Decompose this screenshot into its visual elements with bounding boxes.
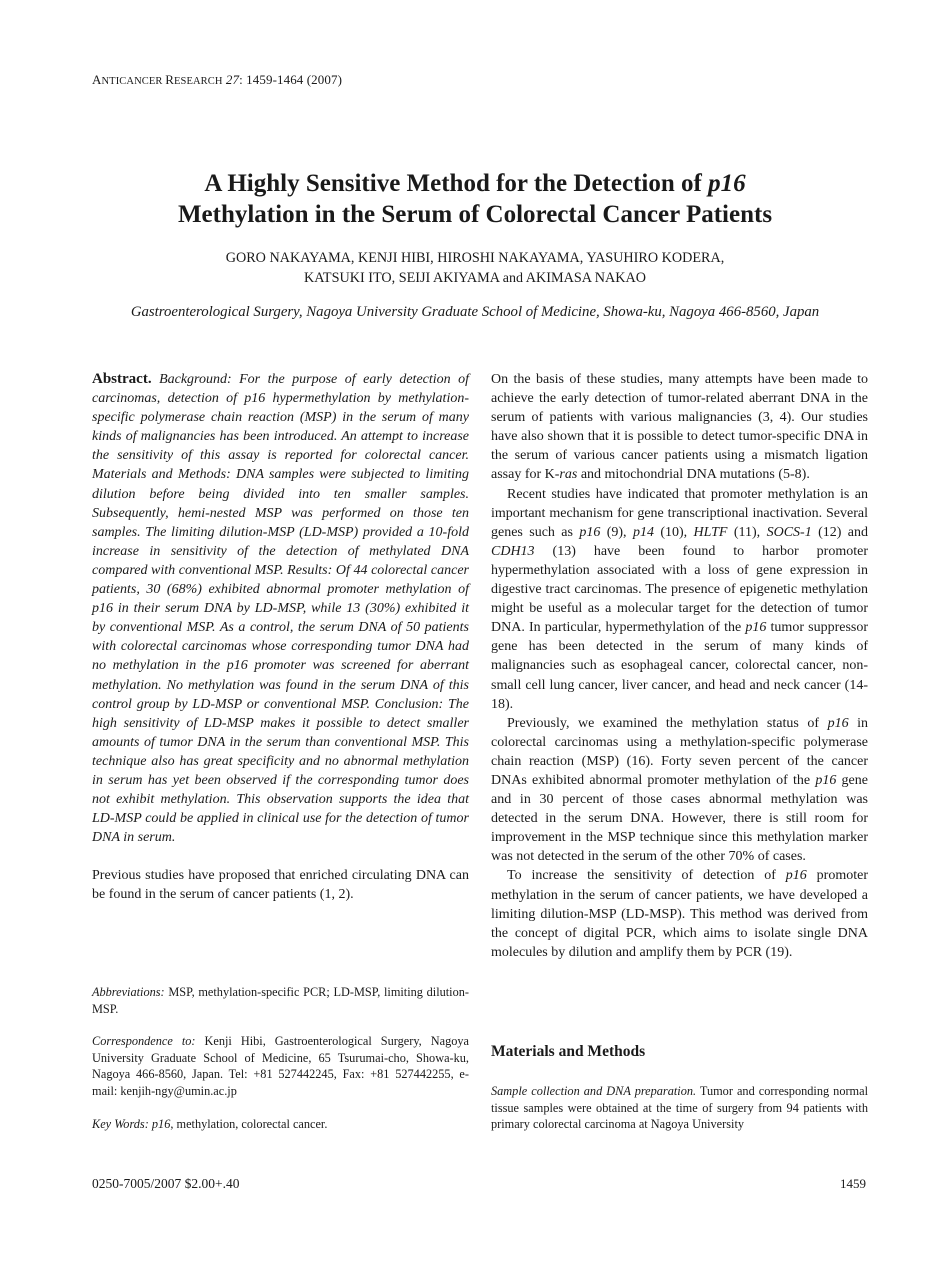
footer-code: 0250-7005/2007 $2.00+.40 <box>92 1176 240 1191</box>
p3-text-c: gene and in 30 percent of those cases abnormal methylation was detected in the serum DNA. However, there is still room for improvement in the MSP technique since this methylation marker was not detected in the serum of the other 70% of cases. <box>491 772 868 865</box>
p2-text-e: (12) and <box>811 524 869 540</box>
p2-text-f: (13) have been found to harbor promoter hypermethylation associated with a loss of gene expression in digestive tract carcinomas. The presence of epigenetic methylation might be useful as a molecular target for the detection of tumor DNA. In particular, hypermethylation of the <box>491 543 868 636</box>
p1-ras: ras <box>559 467 578 483</box>
keywords-gene: p16 <box>151 1117 171 1131</box>
journal-volume: 27 <box>225 72 240 87</box>
journal-name-4: ESEARCH <box>174 76 223 87</box>
p2-gene-4: SOCS-1 <box>766 524 812 540</box>
p2-text-a: Recent studies have indicated that promoter methylation is an important mechanism for gene transcriptional inactivation. Several genes such as <box>491 486 868 540</box>
paragraph-2 <box>491 485 868 714</box>
abstract <box>92 370 469 847</box>
p2-text-c: (10), <box>653 524 694 540</box>
authors-line2b: AKIMASA NAKAO <box>525 270 646 286</box>
author-list <box>60 248 890 289</box>
keywords-footnote <box>92 1116 469 1133</box>
p3-text-b: in colorectal carcinomas using a methylation-specific polymerase chain reaction (MSP) (16). Forty seven percent of the cancer DNAs exhibited abnormal promoter methylation of the <box>491 715 868 788</box>
p3-gene-1: p16 <box>827 715 849 731</box>
p2-gene-5: CDH13 <box>491 543 535 559</box>
abstract-text: Background: For the purpose of early detection of carcinomas, detection of p16 hypermethylation by methylation-specific polymerase chain reaction (MSP) in the serum of many kinds of malignancies has been introduced. An attempt to increase the sensitivity of this assay is reported for colorectal cancer. Materials and Methods: DNA samples were subjected to limiting dilution before being divided into ten smaller samples. Subsequently, hemi-nested MSP was performed on those ten samples. The limiting dilution-MSP (LD-MSP) provided a 10-fold increase in sensitivity of the detection of methylated DNA compared with conventional MSP. Results: Of 44 colorectal cancer patients, 30 (68%) exhibited abnormal promoter methylation of p16 in their serum DNA by LD-MSP, while 13 (30%) exhibited it by conventional MSP. As a control, the serum DNA of 50 patients with colorectal carcinomas whose corresponding tumor DNA had no methylation in the p16 promoter was screened for aberrant methylation. No methylation was found in the serum DNA of this control group by LD-MSP or conventional MSP. Conclusion: The high sensitivity of LD-MSP makes it possible to detect smaller amounts of tumor DNA in the serum than conventional MSP. This technique also has great specificity and no abnormal methylation in serum has yet been observed if the corresponding tumor does not exhibit methylation. This observation supports the idea that LD-MSP could be applied in clinical use for the detection of tumor DNA in serum. <box>92 372 470 846</box>
p3-text-a: Previously, we examined the methylation status of <box>507 715 828 731</box>
title-gene: p16 <box>708 170 746 197</box>
p2-gene-6: p16 <box>745 620 767 636</box>
authors-line2a: KATSUKI ITO, SEIJI AKIYAMA <box>304 270 500 286</box>
title-line1: A Highly Sensitive Method for the Detection of <box>204 170 709 197</box>
paragraph-3 <box>491 714 868 867</box>
abstract-label: Abstract. <box>92 371 152 387</box>
journal-name-3: R <box>165 72 174 87</box>
right-column <box>491 370 868 962</box>
journal-name-2: NTICANCER <box>101 76 166 87</box>
p2-text-b: (9), <box>600 524 633 540</box>
authors-line1: GORO NAKAYAMA, KENJI HIBI, HIROSHI NAKAYAMA, YASUHIRO KODERA, <box>225 250 725 266</box>
methods-text: Tumor and corresponding normal tissue samples were obtained at the time of surgery from 94 patients with primary colorectal carcinoma at Nagoya University <box>491 1084 868 1131</box>
abbreviations-label: Abbreviations: <box>92 985 165 999</box>
p4-gene-1: p16 <box>785 868 807 884</box>
paragraph-4 <box>491 866 868 961</box>
journal-header <box>92 72 342 88</box>
affiliation: Gastroenterological Surgery, Nagoya University Graduate School of Medicine, Showa-ku, Nagoya 466-8560, Japan <box>130 304 820 320</box>
paragraph-1 <box>491 370 868 485</box>
p2-gene-2: p14 <box>632 524 654 540</box>
methods-label: Sample collection and DNA preparation. <box>491 1084 697 1098</box>
p2-gene-1: p16 <box>579 524 601 540</box>
abbreviations-text: MSP, methylation-specific PCR; LD-MSP, limiting dilution-MSP. <box>92 985 469 1016</box>
left-column <box>92 370 469 905</box>
journal-name-1: A <box>92 72 102 87</box>
correspondence-label: Correspondence to: <box>92 1034 196 1048</box>
methods-paragraph <box>491 1083 868 1133</box>
keywords-text: , methylation, colorectal cancer. <box>170 1117 328 1131</box>
paper-title <box>60 168 890 230</box>
journal-pages: : 1459-1464 (2007) <box>239 72 343 87</box>
title-line2: Methylation in the Serum of Colorectal Cancer Patients <box>177 201 773 228</box>
section-heading: Materials and Methods <box>491 1043 646 1060</box>
p1-text-b: and mitochondrial DNA mutations (5-8). <box>577 467 810 483</box>
abbreviations-footnote <box>92 984 469 1017</box>
p2-gene-3: HLTF <box>693 524 728 540</box>
p2-text-d: (11), <box>727 524 767 540</box>
p3-gene-2: p16 <box>815 772 837 788</box>
p1-text-a: On the basis of these studies, many attempts have been made to achieve the early detection of tumor-related aberrant DNA in the serum of patients with various malignancies (3, 4). Our studies have also shown that it is possible to detect tumor-specific DNA in the serum of various cancer patients using a mismatch ligation assay for K- <box>491 372 868 483</box>
intro-paragraph: Previous studies have proposed that enriched circulating DNA can be found in the serum of cancer patients (1, 2). <box>92 868 469 903</box>
p2-text-g: tumor suppressor gene has been detected in the serum of many kinds of malignancies such as esophageal cancer, colorectal cancer, non-small cell lung cancer, liver cancer, and head and neck cancer (14-18). <box>491 620 868 712</box>
p4-text-a: To increase the sensitivity of detection of <box>507 868 786 884</box>
correspondence-footnote <box>92 1033 469 1099</box>
authors-and: and <box>502 271 523 286</box>
correspondence-text: Kenji Hibi, Gastroenterological Surgery, Nagoya University Graduate School of Medicine, 65 Tsurumai-cho, Showa-ku, Nagoya 466-8560, Japan. Tel: +81 527442245, Fax: +81 527442255, e-mail: kenjih-ngy@umin.ac.jp <box>92 1034 470 1098</box>
page-number: 1459 <box>840 1176 866 1191</box>
keywords-label: Key Words: <box>92 1117 149 1131</box>
p4-text-b: promoter methylation in the serum of cancer patients, we have developed a limiting dilution-MSP (LD-MSP). This method was derived from the concept of digital PCR, which aims to isolate single DNA molecules by dilution and amplify them by PCR (19). <box>491 868 868 960</box>
